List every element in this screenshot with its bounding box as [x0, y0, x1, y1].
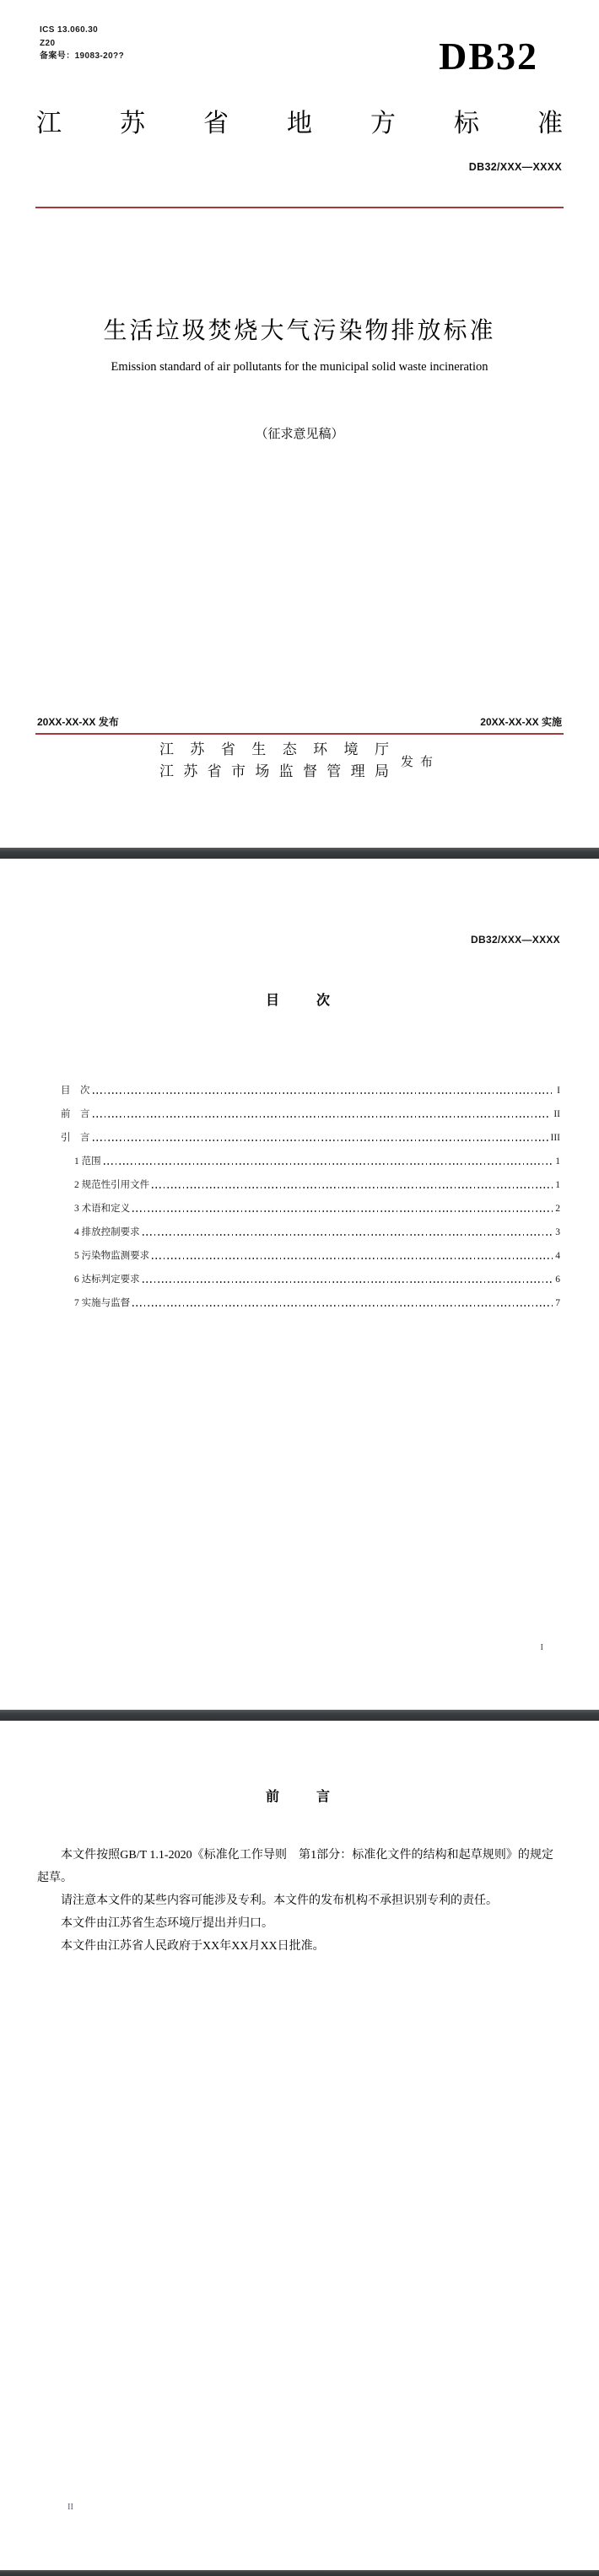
page-separator: [0, 1710, 599, 1721]
foreword-body: [37, 1844, 553, 1958]
foreword-page-number: II: [67, 2503, 73, 2512]
toc-entry: [61, 1215, 560, 1238]
foreword-paragraph: 本文件由江苏省生态环境厅提出并归口。: [61, 1917, 273, 1930]
dates-row: [37, 715, 562, 730]
issuer-names: [159, 739, 389, 783]
toc-dot-leader: [132, 1210, 553, 1212]
record-number: 备案号：19083-20??: [40, 51, 125, 61]
issuer-block: [0, 739, 599, 783]
toc-list: [61, 1073, 560, 1309]
toc-entry: [61, 1285, 560, 1309]
toc-dot-leader: [93, 1140, 548, 1141]
toc-dot-leader: [152, 1258, 553, 1259]
publish-label: 发布: [400, 754, 440, 769]
red-rule-top: [35, 207, 564, 208]
foreword-paragraph: 本文件由江苏省人民政府于XX年XX月XX日批准。: [61, 1940, 325, 1953]
cover-title: 生活垃圾焚烧大气污染物排放标准: [103, 317, 496, 343]
page-separator: [0, 2570, 599, 2576]
class-code: Z20: [40, 38, 56, 48]
toc-entry: [61, 1144, 560, 1167]
toc-dot-leader: [152, 1187, 553, 1188]
implement-date: 20XX-XX-XX 实施: [480, 716, 562, 728]
foreword-paragraph: 本文件按照GB/T 1.1-2020《标准化工作导则 第1部分：标准化文件的结构和起草规则》的规定起草。: [37, 1849, 553, 1884]
toc-entry-label: 2 规范性引用文件: [74, 1180, 150, 1190]
page-separator: [0, 848, 599, 859]
toc-entry-label: 目 次: [61, 1086, 90, 1096]
toc-entry-label: 3 术语和定义: [74, 1204, 131, 1214]
toc-entry-label: 1 范围: [74, 1156, 101, 1167]
toc-entry-page: 4: [555, 1251, 560, 1261]
toc-entry: [61, 1262, 560, 1285]
toc-dot-leader: [143, 1281, 553, 1283]
ics-code: ICS 13.060.30: [40, 25, 99, 35]
red-rule-bottom: [35, 733, 564, 735]
toc-entry-page: 1: [555, 1156, 560, 1167]
toc-dot-leader: [132, 1305, 553, 1307]
toc-doc-number: DB32/XXX—XXXX: [471, 934, 560, 946]
toc-entry: [61, 1097, 560, 1120]
toc-entry-label: 6 达标判定要求: [74, 1275, 140, 1285]
db32-logo: DB32: [439, 35, 538, 78]
cover-title-english: Emission standard of air pollutants for the municipal solid waste incineration: [111, 360, 488, 374]
toc-entry: [61, 1191, 560, 1215]
foreword-paragraph: 请注意本文件的某些内容可能涉及专利。本文件的发布机构不承担识别专利的责任。: [61, 1894, 498, 1907]
toc-entry-label: 引 言: [61, 1133, 90, 1143]
toc-entry-page: 7: [555, 1298, 560, 1308]
toc-entry: [61, 1238, 560, 1262]
toc-entry-page: 6: [555, 1275, 560, 1285]
toc-entry-page: 3: [555, 1227, 560, 1237]
toc-page-number: I: [540, 1643, 543, 1652]
toc-entry-label: 前 言: [61, 1109, 90, 1119]
toc-title: 目 次: [265, 994, 333, 1008]
toc-entry-page: II: [553, 1109, 560, 1119]
toc-entry: [61, 1120, 560, 1144]
toc-entry-page: 2: [555, 1204, 560, 1214]
toc-dot-leader: [143, 1234, 553, 1236]
foreword-title: 前 言: [265, 1790, 333, 1804]
cover-doc-number: DB32/XXX—XXXX: [468, 161, 562, 173]
toc-entry: [61, 1073, 560, 1097]
ics-block: [40, 24, 124, 63]
issue-date: 20XX-XX-XX 发布: [37, 716, 119, 728]
standard-category-title: 江 苏 省 地 方 标 准: [36, 110, 563, 137]
toc-entry-page: I: [557, 1086, 560, 1096]
issuer-name-primary: 江 苏 省 生 态 环 境 厅: [159, 741, 389, 757]
toc-entry-label: 7 实施与监督: [74, 1298, 131, 1308]
toc-entry-label: 5 污染物监测要求: [74, 1251, 150, 1261]
draft-status-note: （征求意见稿）: [255, 428, 344, 441]
toc-entry-page: 1: [555, 1180, 560, 1190]
toc-dot-leader: [104, 1163, 553, 1165]
toc-dot-leader: [93, 1092, 555, 1094]
toc-entry: [61, 1167, 560, 1191]
toc-entry-page: III: [550, 1133, 560, 1143]
toc-entry-label: 4 排放控制要求: [74, 1227, 140, 1237]
issuer-name-secondary: 江 苏 省 市 场 监 督 管 理 局: [159, 763, 389, 779]
toc-dot-leader: [93, 1116, 552, 1118]
